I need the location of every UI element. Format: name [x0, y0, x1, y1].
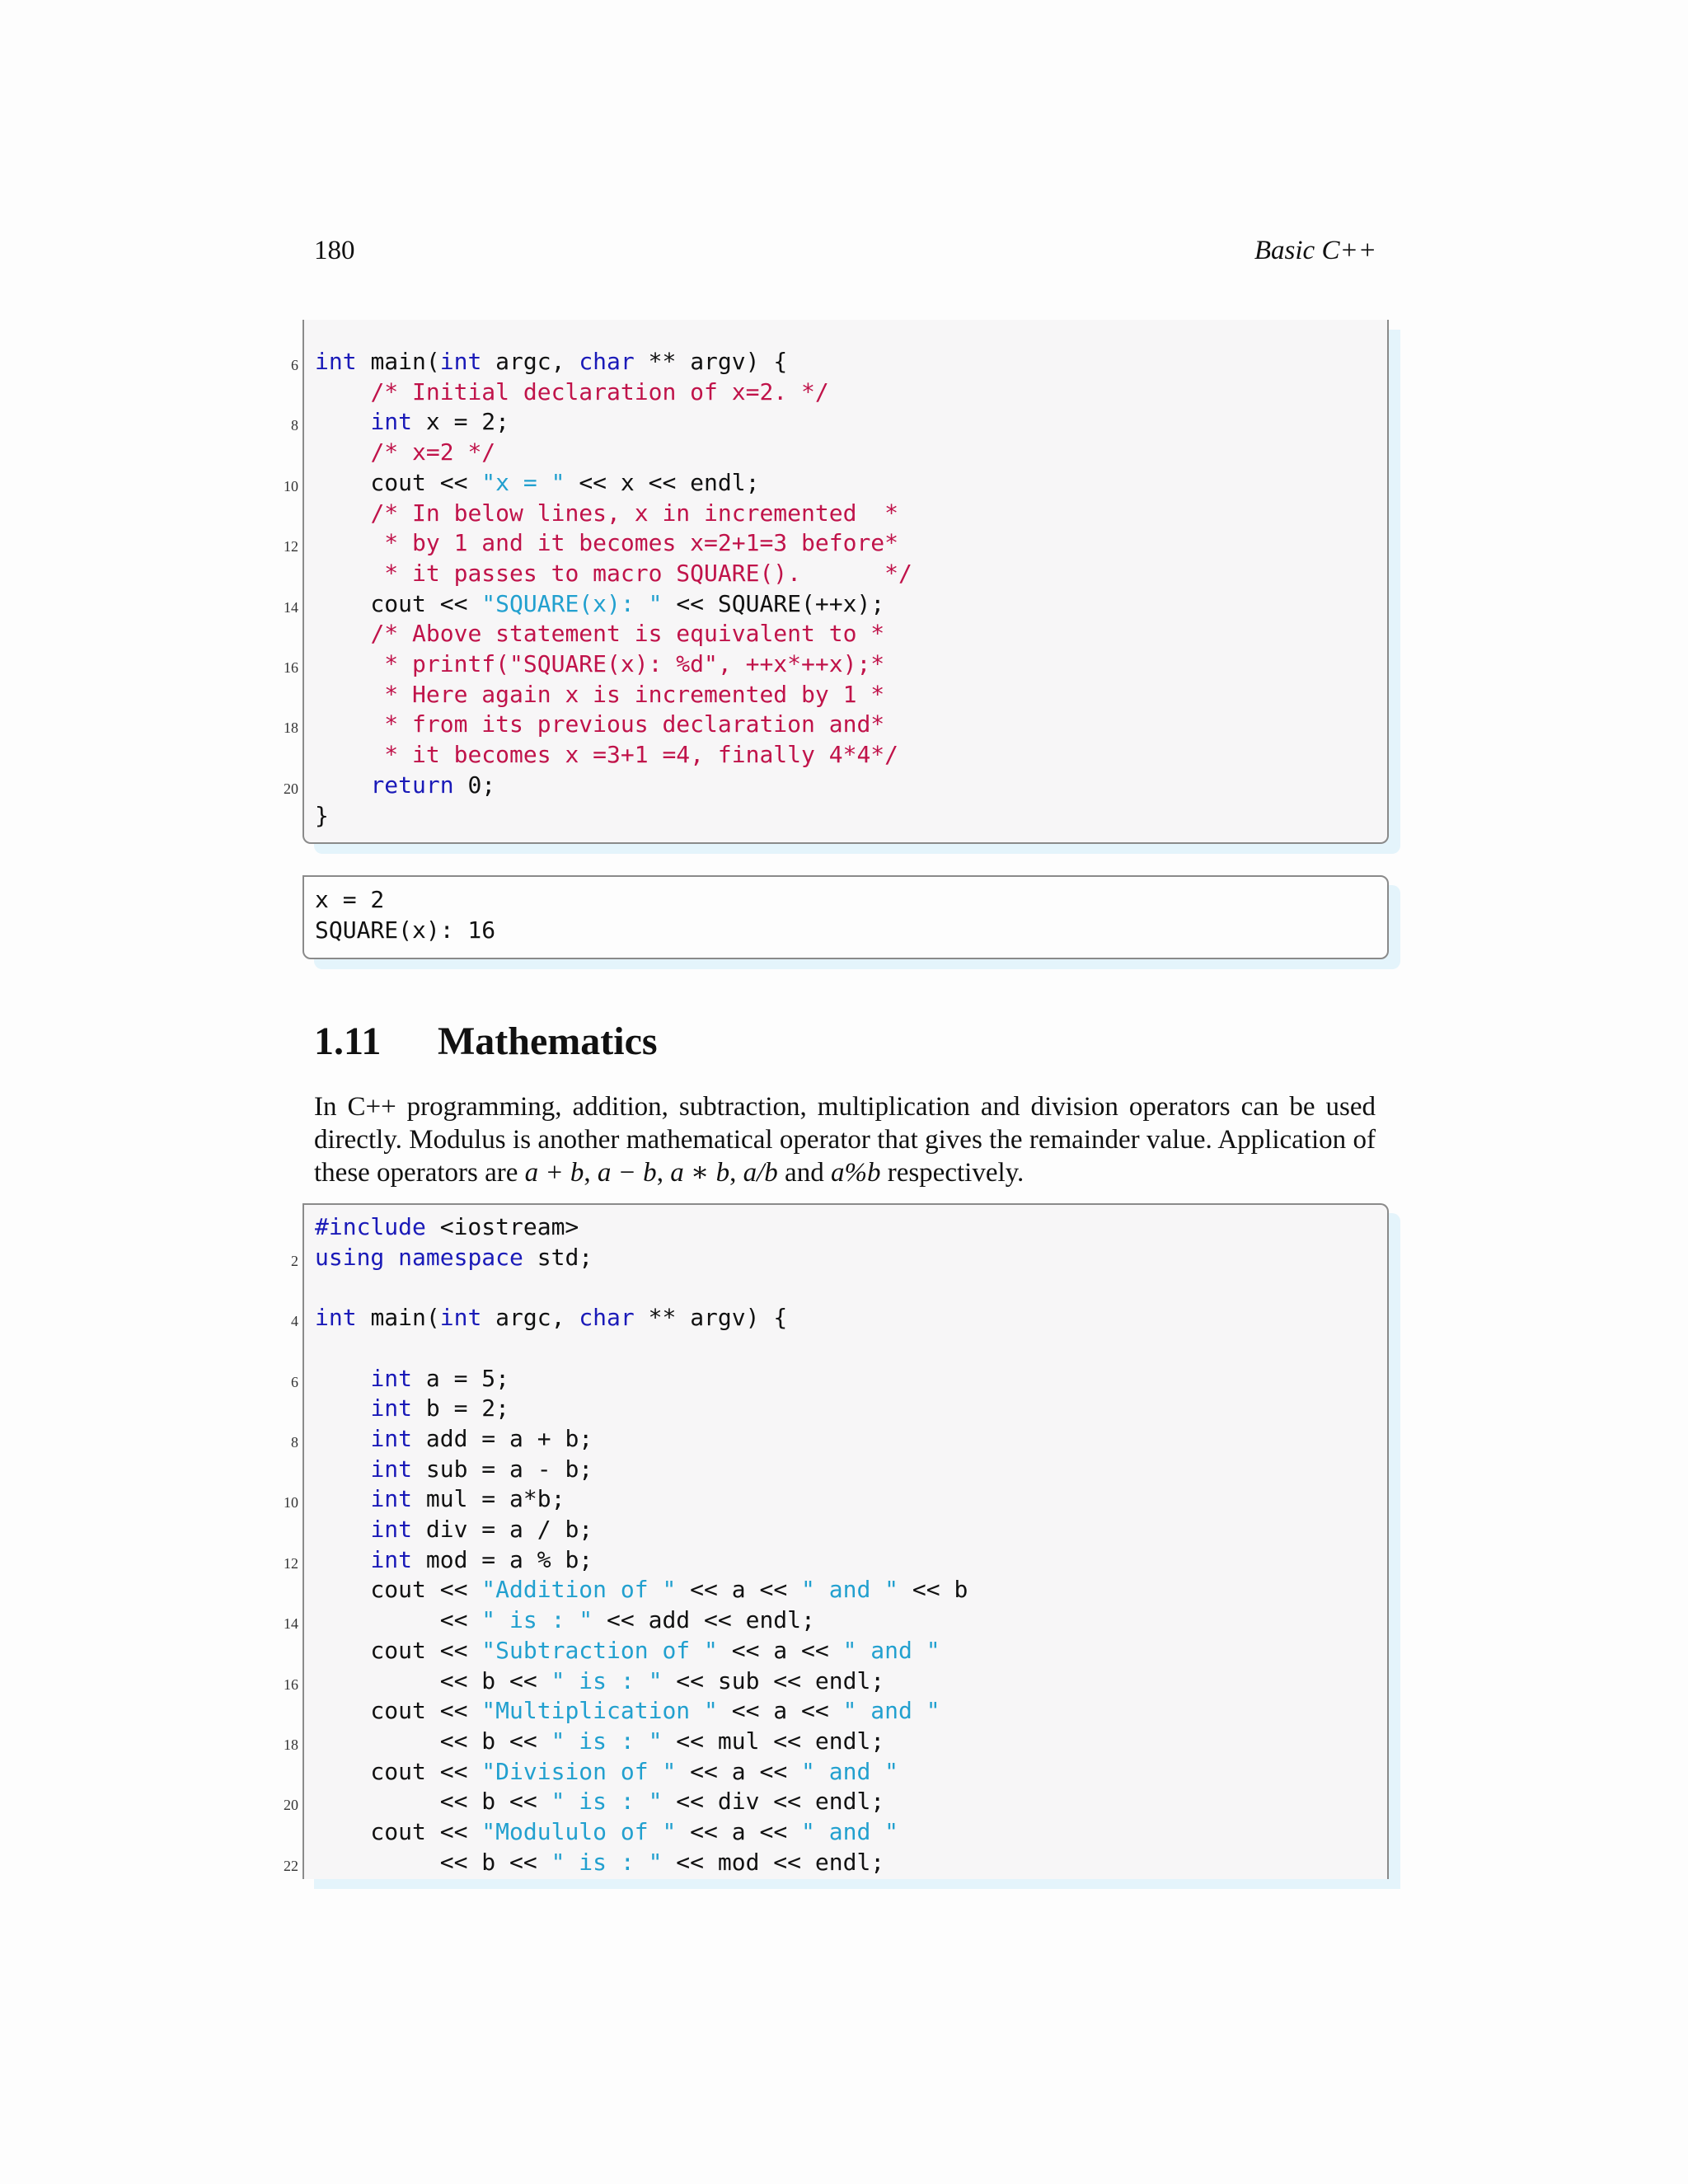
code-line [315, 771, 495, 799]
code-text: add = a + b; [425, 1424, 593, 1452]
line-number: 22 [284, 1857, 298, 1874]
code-line [315, 499, 898, 527]
code-text: << b << [315, 1788, 551, 1816]
code-keyword: int [315, 1304, 371, 1332]
code-line [315, 620, 884, 647]
line-number: 20 [284, 780, 298, 797]
line-number: 20 [284, 1797, 298, 1814]
line-number: 12 [284, 538, 298, 555]
section-title: Mathematics [438, 1019, 658, 1063]
code-keyword: #include [315, 1213, 440, 1240]
code-text: << [315, 1606, 482, 1634]
math-expression: a ∗ b [670, 1158, 730, 1188]
code-keyword: char [579, 1304, 649, 1332]
code-comment: /* x=2 */ [370, 438, 496, 466]
code-keyword: int [370, 1516, 426, 1544]
code-keyword: int [370, 408, 426, 436]
code-line [315, 741, 898, 768]
output-line: SQUARE(x): 16 [315, 916, 496, 944]
code-comment: /* In below lines, x in incremented * [370, 499, 899, 527]
paragraph-text: In C++ programming, addition, subtraction, multiplication and division operators can be used directly. Modulus is another mathematical operator that gives the remainder value. Application of these operators are [314, 1092, 1376, 1188]
code-text: argc, [495, 348, 579, 375]
code-line [315, 1304, 787, 1331]
code-keyword: int [370, 1485, 426, 1513]
code-line [315, 1365, 509, 1392]
code-line [315, 529, 898, 556]
code-text: << mod << endl; [676, 1848, 885, 1876]
code-keyword: char [579, 348, 649, 375]
code-line [315, 1516, 593, 1543]
code-line [315, 650, 884, 677]
code-keyword: namespace [398, 1243, 537, 1271]
line-number: 12 [284, 1554, 298, 1572]
math-expression: a − b [597, 1158, 657, 1188]
code-line [315, 438, 495, 466]
code-comment: /* Above statement is equivalent to * [370, 620, 885, 648]
code-text [315, 529, 370, 556]
code-comment: /* Initial declaration of x=2. */ [370, 377, 829, 405]
line-number: 2 [291, 1252, 298, 1269]
line-number: 10 [284, 477, 298, 494]
code-line [315, 1727, 884, 1755]
code-comment: * printf("SQUARE(x): %d", ++x*++x);* [370, 650, 885, 678]
body-paragraph: In C++ programming, addition, subtraction, multiplication and division operators can be used directly. Modulus is another mathematical operator that gives the remainder value. Application of these operators are a + b, a − b, a ∗ b, a/b and a%b respectively. [314, 1092, 1376, 1188]
code-text: } [315, 801, 329, 829]
code-line [315, 1485, 565, 1512]
program-output [315, 885, 495, 945]
code-text [315, 1425, 370, 1452]
code-keyword: int [439, 1304, 496, 1332]
code-line [315, 1697, 940, 1724]
code-line [315, 469, 759, 496]
code-text: << a << [731, 1636, 843, 1664]
math-expression: a/b [743, 1158, 778, 1188]
code-line [315, 408, 509, 435]
code-line [315, 1394, 509, 1422]
code-line [315, 1606, 815, 1633]
code-string: "Division of " [481, 1757, 691, 1785]
line-number: 6 [291, 357, 298, 373]
code-text [315, 710, 370, 738]
code-string: "Multiplication " [481, 1697, 732, 1725]
code-text: << b [912, 1576, 968, 1604]
code-text [315, 771, 370, 799]
code-line [315, 1576, 968, 1603]
code-keyword: int [370, 1545, 426, 1573]
code-line [315, 1758, 898, 1785]
code-line [315, 348, 787, 375]
code-text: x = 2; [425, 408, 510, 436]
code-text: sub = a - b; [425, 1455, 593, 1483]
code-text [315, 438, 370, 466]
code-text [315, 650, 370, 677]
code-listing [315, 347, 912, 831]
code-text: << sub << endl; [676, 1666, 885, 1694]
code-keyword: int [370, 1364, 426, 1392]
page-number: 180 [314, 236, 355, 265]
line-number: 14 [284, 598, 298, 616]
code-string: " and " [801, 1757, 899, 1785]
code-text [315, 499, 370, 527]
code-text: << SQUARE(++x); [676, 589, 885, 617]
code-comment: * it passes to macro SQUARE(). */ [370, 559, 912, 587]
paragraph-text: respectively. [880, 1158, 1025, 1188]
code-text: cout << [315, 1757, 482, 1785]
code-string: " is : " [551, 1848, 677, 1876]
code-text: 0; [467, 771, 496, 799]
code-text: mod = a % b; [425, 1545, 593, 1573]
line-number: 10 [284, 1494, 298, 1511]
code-text: main( [370, 1304, 440, 1332]
code-keyword: int [315, 348, 371, 375]
code-text [315, 1394, 370, 1422]
code-text: div = a / b; [425, 1516, 593, 1544]
code-line [315, 1425, 593, 1452]
code-text: <iostream> [439, 1213, 579, 1240]
code-text: ** argv) { [648, 348, 788, 375]
line-number: 4 [291, 1313, 298, 1330]
code-listing [315, 1212, 968, 1877]
code-line [315, 681, 884, 708]
code-text [315, 681, 370, 708]
code-text: << b << [315, 1727, 551, 1755]
code-text: a = 5; [425, 1364, 510, 1392]
code-text: ** argv) { [648, 1304, 788, 1332]
code-text [315, 560, 370, 587]
code-string: " is : " [551, 1788, 677, 1816]
running-title: Basic C++ [1254, 236, 1376, 265]
code-line [315, 1818, 898, 1845]
code-string: " and " [842, 1636, 940, 1664]
code-text [315, 408, 370, 435]
code-line [315, 378, 829, 405]
code-line [315, 1788, 884, 1815]
code-string: " and " [842, 1697, 940, 1725]
code-keyword: using [315, 1243, 399, 1271]
code-line [315, 802, 329, 829]
code-keyword: int [370, 1394, 426, 1422]
code-text: cout << [315, 1636, 482, 1664]
code-keyword: int [439, 348, 496, 375]
line-number: 16 [284, 1675, 298, 1693]
code-comment: * it becomes x =3+1 =4, finally 4*4*/ [370, 741, 899, 769]
code-text: << a << [690, 1576, 802, 1604]
code-text: << a << [690, 1818, 802, 1846]
code-text: std; [537, 1243, 593, 1271]
code-text: << a << [731, 1697, 843, 1725]
code-text: << b << [315, 1848, 551, 1876]
math-expression: a + b [524, 1158, 584, 1188]
section-heading [314, 1019, 658, 1064]
code-keyword: int [370, 1424, 426, 1452]
code-string: " and " [801, 1576, 912, 1604]
line-number: 6 [291, 1373, 298, 1390]
code-text: cout << [315, 1576, 482, 1604]
code-text [315, 741, 370, 768]
code-text: cout << [315, 1697, 482, 1725]
code-line [315, 1637, 940, 1664]
code-string: " is : " [551, 1666, 677, 1694]
code-text: cout << [315, 589, 482, 617]
code-comment: * Here again x is incremented by 1 * [370, 680, 885, 708]
code-text: << add << endl; [607, 1606, 815, 1634]
code-string: "Addition of " [481, 1576, 691, 1604]
code-line [315, 710, 884, 738]
math-expression: a%b [830, 1158, 881, 1188]
code-text: b = 2; [425, 1394, 510, 1422]
code-comment: * from its previous declaration and* [370, 710, 885, 738]
code-keyword: int [370, 1455, 426, 1483]
code-string: "Modululo of " [481, 1818, 691, 1846]
code-text [315, 1365, 370, 1392]
output-line: x = 2 [315, 886, 385, 913]
code-text: cout << [315, 468, 482, 496]
code-keyword: return [370, 771, 468, 799]
line-number: 8 [291, 1433, 298, 1451]
code-text [315, 1485, 370, 1512]
code-text: mul = a*b; [425, 1485, 565, 1513]
code-string: "x = " [481, 468, 579, 496]
line-number: 14 [284, 1615, 298, 1633]
code-line [315, 1546, 593, 1573]
line-number: 18 [284, 1736, 298, 1753]
code-line [315, 1244, 593, 1271]
code-line [315, 1455, 593, 1483]
code-text: << div << endl; [676, 1788, 885, 1816]
code-line [315, 1849, 884, 1876]
code-text: argc, [495, 1304, 579, 1332]
code-text [315, 620, 370, 647]
code-line [315, 560, 912, 587]
code-string: " and " [801, 1818, 899, 1846]
code-string: "SQUARE(x): " [481, 589, 677, 617]
code-text: cout << [315, 1818, 482, 1846]
code-line [315, 1213, 579, 1240]
code-text: << x << endl; [579, 468, 760, 496]
code-string: "Subtraction of " [481, 1636, 732, 1664]
code-text: << b << [315, 1666, 551, 1694]
code-text: main( [370, 348, 440, 375]
code-text [315, 1455, 370, 1483]
code-text [315, 1516, 370, 1543]
code-line [315, 1667, 884, 1694]
line-number: 16 [284, 659, 298, 676]
line-number: 18 [284, 719, 298, 737]
code-string: " is : " [551, 1727, 677, 1755]
code-text: << mul << endl; [676, 1727, 885, 1755]
code-line [315, 590, 884, 617]
code-text [315, 1546, 370, 1573]
code-comment: * by 1 and it becomes x=2+1=3 before* [370, 529, 899, 557]
section-number: 1.11 [314, 1019, 382, 1063]
code-text: << a << [690, 1757, 802, 1785]
code-text [315, 378, 370, 405]
line-number: 8 [291, 417, 298, 434]
code-string: " is : " [481, 1606, 607, 1634]
